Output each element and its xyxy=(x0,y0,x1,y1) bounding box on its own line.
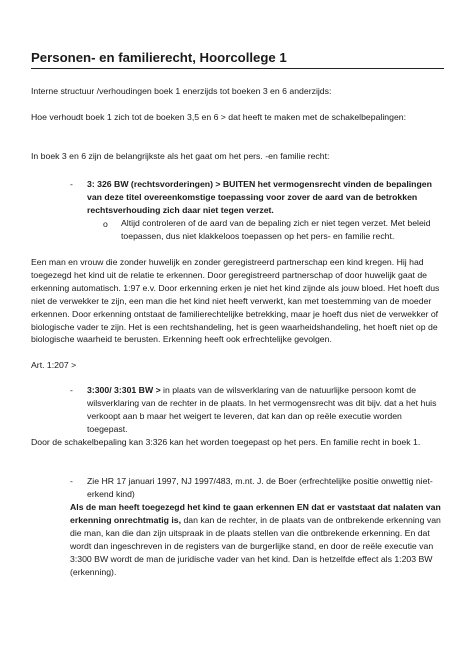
paragraph-erkenning: Een man en vrouw die zonder huwelijk en zonder geregistreerd partnerschap een kind kregen. Hij had toegezegd het kind uit de relatie te erkennen. Door geregistreerd partnerschap of door huwelijk gaat de erkenning automatisch. 1:97 e.v. Door erkenning erken je niet het kind zijnde als jouw bloed. Het hoeft dus niet de verwekker te zijn, een man die het kind niet heeft verwerkt, kan met toestemming van de moeder erkennen. Door erkenning ontstaat de familierechtelijke betrekking, maar je hoeft dus niet de verwekker of biologische vader te zijn. Het is een rechtshandeling, het is geen waarheidshandeling, het hoeft niet op de biologische waarheid te berusten. Erkenning heeft ook erfrechtelijke gevolgen. xyxy=(31,257,440,345)
paragraph-books: In boek 3 en 6 zijn de belangrijkste als het gaat om het pers. -en familie recht: xyxy=(31,151,330,161)
paragraph-schakelbepaling: Door de schakelbepaling kan 3:326 kan het worden toegepast op het pers. En familie recht in boek 1. xyxy=(31,437,421,447)
paragraph-hr-explanation xyxy=(70,501,443,578)
bullet-3-326-text: 3: 326 BW (rechtsvorderingen) > BUITEN het vermogensrecht vinden de bepalingen van deze titel overeenkomstige toepassing voor zover de aard van de betrokken rechtsverhouding zich daar niet tegen verzet. xyxy=(87,179,432,215)
sub-bullet-marker: o xyxy=(103,219,108,229)
bullet-hr-1997: Zie HR 17 januari 1997, NJ 1997/483, m.nt. J. de Boer (erfrechtelijke positie onwettig niet-erkend kind) xyxy=(87,476,433,499)
bullet-marker: - xyxy=(70,179,73,189)
bullet-marker: - xyxy=(70,385,73,395)
page-title: Personen- en familierecht, Hoorcollege 1 xyxy=(31,50,287,65)
hr-explanation-bold: Als de man heeft toegezegd het kind te gaan erkennen EN dat er vaststaat dat nalaten van erkenning onrechtmatig is, xyxy=(70,502,441,525)
bullet-3-300 xyxy=(87,384,443,436)
paragraph-intro: Interne structuur /verhoudingen boek 1 enerzijds tot boeken 3 en 6 anderzijds: xyxy=(31,86,332,96)
bullet-marker: - xyxy=(70,476,73,486)
bullet-3-326 xyxy=(87,178,443,217)
bullet-3-300-text: in plaats van de wilsverklaring van de natuurlijke persoon komt de wilsverklaring van de rechter in de plaats. In het vermogensrecht was dit bijv. dat a het huis verkoopt aan b maar het weigert te leveren, dat kan dan op reële executie worden toegepast. xyxy=(87,385,437,434)
paragraph-art-1-207: Art. 1:207 > xyxy=(31,360,77,370)
sub-bullet-control: Altijd controleren of de aard van de bepaling zich er niet tegen verzet. Met beleid toepassen, dus niet klakkeloos toepassen op het pers- en familie recht. xyxy=(121,218,431,241)
title-underline xyxy=(31,68,444,69)
hr-explanation-text: dan kan de rechter, in de plaats van de ontbrekende erkenning van die man, kan die dan zijn uitspraak in de plaats stellen van die ontbrekende erkenning. En dat wordt dan ingeschreven in de registers van de burgerlijke stand, en door de reële executie van 3:300 BW wordt de man de juridische vader van het kind. Dan is hetzelfde effect als 1:203 BW (erkenning). xyxy=(70,514,441,577)
paragraph-relation: Hoe verhoudt boek 1 zich tot de boeken 3,5 en 6 > dat heeft te maken met de schakelbepalingen: xyxy=(31,112,407,122)
bullet-3-300-bold: 3:300/ 3:301 BW > xyxy=(87,385,161,395)
